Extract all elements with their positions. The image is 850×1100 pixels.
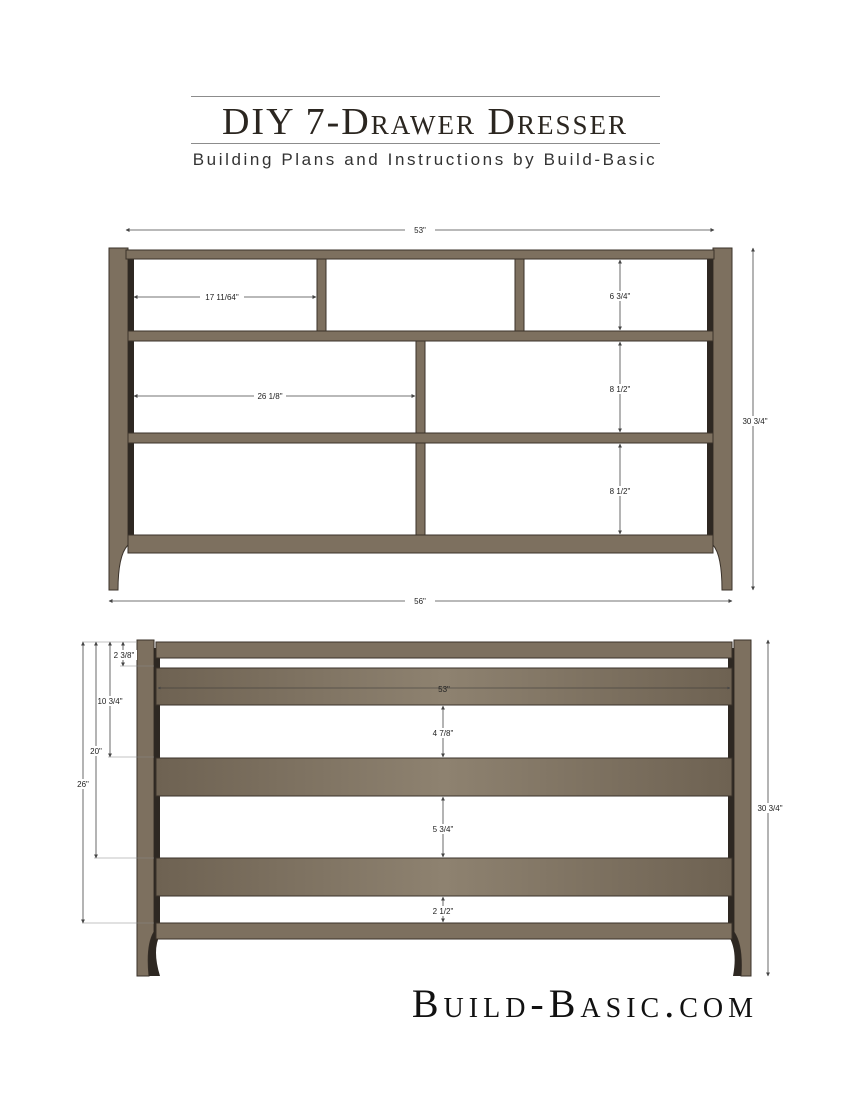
frame-bottom-rail	[128, 535, 713, 553]
frame-dim-middle-row-height: 8 1/2"	[609, 385, 631, 394]
frame-top-rail	[126, 250, 714, 259]
side-dim-top-offset: 2 3/8"	[113, 651, 135, 660]
frame-right-side-edge	[707, 256, 713, 538]
side-dim-third-offset: 20"	[90, 747, 102, 756]
frame-rail-2	[128, 433, 713, 443]
footer-brand: Build-Basic.com	[411, 981, 758, 1026]
side-right-post	[734, 640, 751, 976]
side-slat-3	[156, 858, 732, 896]
frame-divider-middle	[416, 341, 425, 433]
side-top-rail	[156, 642, 732, 658]
side-dim-overall-height: 30 3/4"	[757, 804, 783, 813]
frame-dim-overall-height: 30 3/4"	[742, 417, 768, 426]
frame-left-side-panel	[109, 248, 128, 590]
frame-divider-bottom	[416, 443, 425, 535]
page-subtitle: Building Plans and Instructions by Build-Basic	[192, 150, 658, 169]
frame-divider-top-left	[317, 259, 326, 331]
frame-dim-overall-width: 56"	[414, 597, 426, 606]
frame-dim-top-drawer-width: 17 11/64"	[205, 293, 239, 302]
side-dim-gap-2: 5 3/4"	[432, 825, 454, 834]
side-dim-second-offset: 10 3/4"	[97, 697, 123, 706]
frame-right-side-panel	[713, 248, 732, 590]
frame-dim-top-width: 53"	[414, 226, 426, 235]
frame-view	[109, 225, 770, 606]
side-left-post	[137, 640, 154, 976]
frame-divider-top-right	[515, 259, 524, 331]
side-view	[73, 640, 786, 976]
frame-rail-1	[128, 331, 713, 341]
side-dim-bottom-offset: 26"	[77, 780, 89, 789]
side-bottom-rail	[156, 923, 732, 939]
frame-dim-top-row-height: 6 3/4"	[609, 292, 631, 301]
side-dim-gap-3: 2 1/2"	[432, 907, 454, 916]
page-title: DIY 7-Drawer Dresser	[221, 101, 629, 143]
side-slat-2	[156, 758, 732, 796]
side-dim-gap-1: 4 7/8"	[432, 729, 454, 738]
side-dim-panel-width: 53"	[438, 685, 450, 694]
frame-left-side-edge	[128, 256, 134, 538]
frame-dim-large-drawer-width: 26 1/8"	[257, 392, 283, 401]
frame-dim-bottom-row-height: 8 1/2"	[609, 487, 631, 496]
